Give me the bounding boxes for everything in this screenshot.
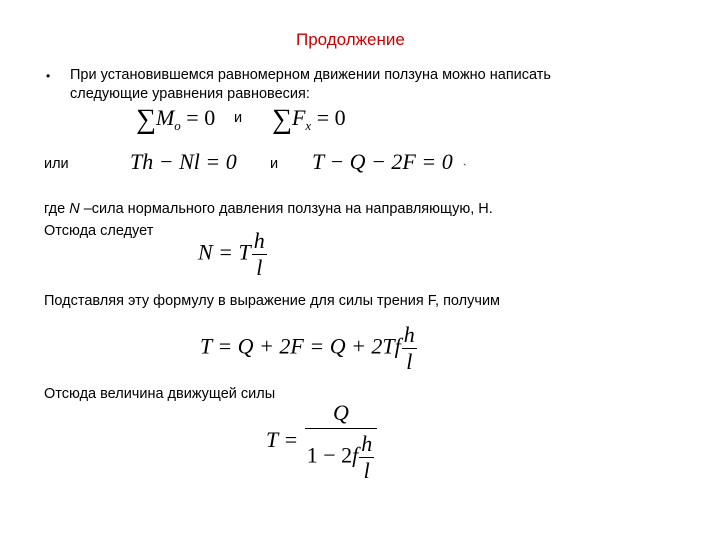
- or-label: или: [44, 156, 69, 172]
- equation-sum-moments: $\sum M_o = 0$: [136, 104, 216, 135]
- equation-force-balance: T − Q − 2F = 0: [312, 149, 453, 174]
- bullet-marker: •: [46, 69, 51, 83]
- intro-line-1: При установившемся равномерном движении ползуна можно написать: [70, 67, 551, 83]
- slide-title: Продолжение: [296, 30, 405, 49]
- equation-sum-forces: $\sum F_x = 0$: [272, 104, 346, 135]
- tick-mark: `: [463, 163, 467, 175]
- result-text: Отсюда величина движущей силы: [44, 386, 276, 402]
- and-label-2: и: [270, 156, 279, 172]
- formula-normal-force: N = T $\frac{h}{l}$: [198, 228, 265, 280]
- substitution-text: Подставляя эту формулу в выражение для силы трения F, получим: [44, 293, 501, 309]
- and-label-1: и: [234, 110, 243, 126]
- formula-driving-force-expanded: T = Q + 2F = Q + 2Tf $\frac{h}{l}$: [200, 322, 415, 374]
- equation-moment-balance: Th − Nl = 0: [130, 149, 237, 174]
- intro-line-2: следующие уравнения равновесия:: [70, 86, 310, 102]
- formula-driving-force-final: T = Q 1 − 2f $\frac{h}{l}$: [266, 400, 378, 484]
- hence-text: Отсюда следует: [44, 223, 154, 239]
- where-text: где N –сила нормального давления ползуна на направляющую, Н.: [44, 201, 493, 217]
